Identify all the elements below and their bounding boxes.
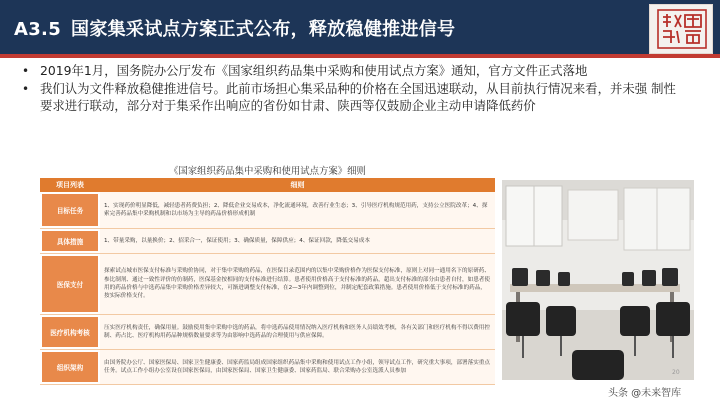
slide-title bbox=[14, 15, 455, 41]
bullet-dot-icon: • bbox=[22, 64, 30, 78]
bullet-list bbox=[22, 63, 687, 116]
row-content: 探索试点城市医保支付标准与采购价协同，对于集中采购的药品，在医保目录范围内的以集中采购价格作为医保支付标准，原则上对同一通用名下的原研药、参比制剂、通过一致性评价的仿制药，医保基金按相同的支付标准进行结算。患者使用价格高于支付标准的药品，超出支付标准的部分由患者自付，如患者使用的药品价格与中选药品集中采购价格差异较大，可渐进调整支付标准，在2—3年内调整到位，并制定配套政策措施。患者使用价格低于支付标准的药品，按实际价格支付。 bbox=[100, 254, 495, 314]
table-header-category: 项目列表 bbox=[56, 181, 84, 189]
row-content: 1、实现药价明显降低，减轻患者药费负担；2、降低企业交易成本，净化流通环境，改善行业生态；3、引导医疗机构规范用药，支持公立医院改革；4、探索完善药品集中采购机制和以市场为主导的药品价格形成机制 bbox=[100, 192, 495, 228]
section-number: A3.5 bbox=[14, 19, 62, 40]
row-category: 目标任务 bbox=[42, 194, 98, 226]
conference-room-image bbox=[502, 180, 694, 380]
row-content: 由国务院办公厅、国家医保局、国家卫生健康委、国家药监局组成国家组织药品集中采购和使用试点工作小组，领导试点工作，研究重大事项，部署落实重点任务。试点工作小组办公室设在国家医保局，由国家医保局、国家卫生健康委、国家药监局、联合采购办公室选派人员参加 bbox=[100, 350, 495, 384]
row-category: 医保支付 bbox=[42, 256, 98, 312]
table-row bbox=[40, 229, 495, 254]
bullet-item bbox=[22, 81, 687, 114]
table-header-row bbox=[40, 179, 495, 192]
table-row bbox=[40, 254, 495, 315]
table-caption: 《国家组织药品集中采购和使用试点方案》细则 bbox=[169, 166, 366, 177]
watermark-label: 头条 @未来智库 bbox=[608, 388, 682, 399]
table-row bbox=[40, 350, 495, 385]
slide-header bbox=[0, 0, 720, 58]
row-category: 组织架构 bbox=[42, 352, 98, 382]
table-row bbox=[40, 192, 495, 229]
row-category: 医疗机构考核 bbox=[42, 317, 98, 347]
policy-table bbox=[40, 178, 495, 385]
conference-room-illustration bbox=[502, 180, 694, 380]
bullet-text: 我们认为文件释放稳健推进信号。此前市场担心集采品种的价格在全国迅速联动，从目前执行情况来看，并未强 制性要求进行联动，部分对于集采作出响应的省份如甘肃、陕西等仅鼓励企业主动申请降低药价 bbox=[40, 81, 676, 113]
brand-logo bbox=[649, 4, 713, 54]
title-text: 国家集采试点方案正式公布，释放稳健推进信号 bbox=[71, 19, 456, 40]
row-content: 压实医疗机构责任，确保用量。鼓励使用集中采购中选的药品，将中选药品使用情况纳入医疗机构和医务人员绩效考核，各有关部门和医疗机构不得以费用控制、药占比、医疗机构用药品种规格数量要求等为由影响中选药品的合理使用与供应保障。 bbox=[100, 315, 495, 349]
seal-logo-icon bbox=[657, 9, 707, 49]
bullet-dot-icon: • bbox=[22, 82, 30, 97]
table-header-details: 细则 bbox=[290, 181, 305, 189]
page-number: 20 bbox=[672, 369, 680, 376]
bullet-text: 2019年1月，国务院办公厅发布《国家组织药品集中采购和使用试点方案》通知，官方文件正式落地 bbox=[40, 63, 588, 78]
row-category: 具体措施 bbox=[42, 231, 98, 251]
header-accent-bar bbox=[0, 54, 720, 58]
bullet-item bbox=[22, 63, 687, 79]
row-content: 1、带量采购，以量换价；2、招采合一，保证使用；3、确保质量，保障供应；4、保证回款，降低交易成本 bbox=[100, 229, 495, 253]
table-row bbox=[40, 315, 495, 350]
